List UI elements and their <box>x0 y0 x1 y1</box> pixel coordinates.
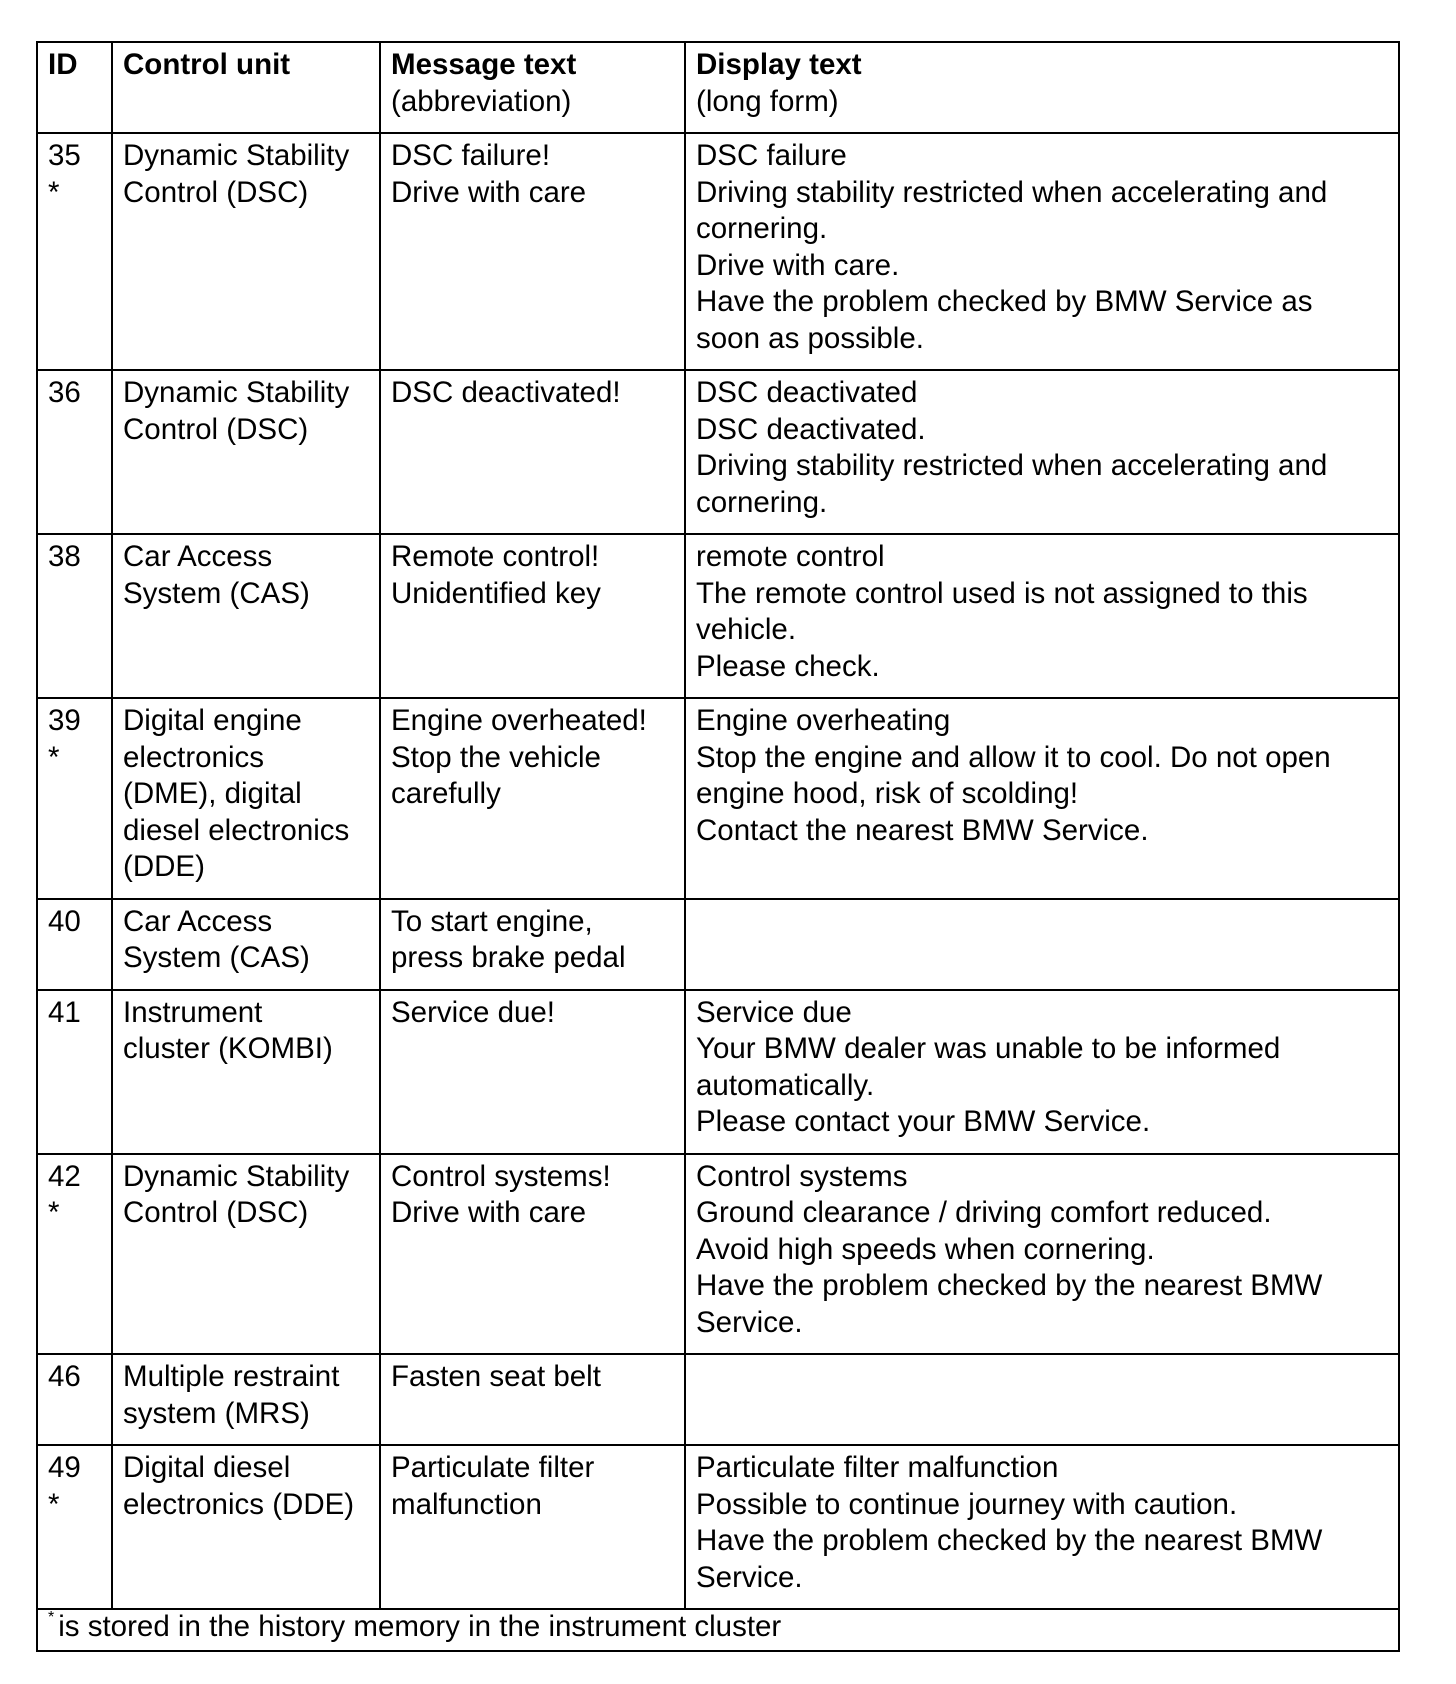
cell-display-text <box>685 1445 1399 1609</box>
display-text-line: DSC deactivated. <box>696 412 926 446</box>
table-row <box>37 1154 1399 1355</box>
table-row <box>37 990 1399 1154</box>
display-text-line: remote control <box>696 540 885 573</box>
cell-control-unit <box>112 698 380 899</box>
table-row <box>37 698 1399 899</box>
table-row <box>37 133 1399 370</box>
row-id: 46 <box>48 1360 81 1393</box>
cell-id <box>37 990 112 1154</box>
display-text-line: Ground clearance / driving comfort reduced. <box>696 1196 1272 1229</box>
row-id: 36 <box>48 376 81 409</box>
footnote-text: is stored in the history memory in the instrument cluster <box>58 1610 782 1643</box>
history-marker: * <box>48 1487 60 1521</box>
display-text-line: cornering. <box>696 212 828 245</box>
table-body <box>37 133 1399 1609</box>
cell-control-unit <box>112 133 380 370</box>
display-text-line: Service. <box>696 1560 803 1594</box>
cell-id <box>37 698 112 899</box>
history-marker: * <box>48 1196 60 1229</box>
cell-display-text <box>685 990 1399 1154</box>
message-text-line: To start engine, <box>391 904 593 938</box>
header-display-text-title: Display text <box>696 48 862 81</box>
message-text-line: Remote control! <box>391 540 600 573</box>
display-text-line: Engine overheating <box>696 704 951 737</box>
control-unit-line: electronics (DDE) <box>123 1487 355 1521</box>
table-row <box>37 899 1399 990</box>
message-text-line: Drive with care <box>391 175 587 209</box>
display-text-line: DSC failure <box>696 139 847 172</box>
message-text-line: malfunction <box>391 1487 542 1521</box>
control-unit-line: System (CAS) <box>123 576 310 610</box>
cell-id <box>37 534 112 698</box>
cell-id <box>37 899 112 990</box>
cell-display-text <box>685 534 1399 698</box>
display-text-line: Please check. <box>696 649 880 683</box>
control-unit-line: Instrument <box>123 995 263 1029</box>
message-text-line: carefully <box>391 777 501 810</box>
message-text-line: Control systems! <box>391 1159 611 1193</box>
display-text-line: Avoid high speeds when cornering. <box>696 1232 1155 1266</box>
table-row <box>37 1354 1399 1445</box>
header-control-unit: Control unit <box>112 42 380 133</box>
header-display-text-subtitle: (long form) <box>696 84 839 118</box>
display-text-line: Contact the nearest BMW Service. <box>696 813 1149 847</box>
message-text-line: Fasten seat belt <box>391 1360 601 1393</box>
display-text-line: Have the problem checked by the nearest BMW <box>696 1524 1323 1557</box>
display-text-line: Please contact your BMW Service. <box>696 1105 1151 1138</box>
cell-display-text <box>685 1154 1399 1355</box>
header-message-text <box>380 42 685 133</box>
row-id: 40 <box>48 904 81 938</box>
display-text-line: automatically. <box>696 1068 875 1102</box>
control-unit-line: (DDE) <box>123 850 205 883</box>
display-text-line: Possible to continue journey with caution. <box>696 1487 1238 1521</box>
cell-display-text <box>685 1354 1399 1445</box>
display-text-line: Stop the engine and allow it to cool. Do not open <box>696 740 1331 774</box>
display-text-line: soon as possible. <box>696 321 924 355</box>
cell-id <box>37 1445 112 1609</box>
message-text-line: press brake pedal <box>391 941 626 974</box>
message-text-line: Stop the vehicle <box>391 740 601 774</box>
cell-control-unit <box>112 1445 380 1609</box>
control-unit-line: cluster (KOMBI) <box>123 1032 333 1065</box>
cell-message-text <box>380 990 685 1154</box>
cell-control-unit <box>112 1354 380 1445</box>
row-id: 38 <box>48 540 81 573</box>
control-unit-line: Digital engine <box>123 704 302 737</box>
message-text-line: DSC deactivated! <box>391 376 621 409</box>
history-marker: * <box>48 175 60 209</box>
cell-display-text <box>685 899 1399 990</box>
message-text-line: Unidentified key <box>391 576 601 610</box>
header-message-text-subtitle: (abbreviation) <box>391 84 572 118</box>
cell-id <box>37 370 112 534</box>
cell-display-text <box>685 133 1399 370</box>
cell-message-text <box>380 899 685 990</box>
control-unit-line: System (CAS) <box>123 941 310 974</box>
control-unit-line: Control (DSC) <box>123 1196 309 1229</box>
control-unit-line: Dynamic Stability <box>123 139 350 172</box>
row-id: 39 <box>48 704 81 737</box>
cell-message-text <box>380 1154 685 1355</box>
table-row <box>37 534 1399 698</box>
control-unit-line: diesel electronics <box>123 813 350 847</box>
cell-message-text <box>380 698 685 899</box>
control-unit-line: Car Access <box>123 904 273 938</box>
display-text-line: Service. <box>696 1305 803 1339</box>
display-text-line: cornering. <box>696 485 828 519</box>
cell-message-text <box>380 534 685 698</box>
display-text-line: Particulate filter malfunction <box>696 1451 1059 1484</box>
control-unit-line: Dynamic Stability <box>123 1159 350 1193</box>
row-id: 41 <box>48 995 81 1029</box>
cell-id <box>37 133 112 370</box>
message-text-line: Particulate filter <box>391 1451 595 1484</box>
control-unit-line: Control (DSC) <box>123 412 309 446</box>
cell-control-unit <box>112 1154 380 1355</box>
header-message-text-title: Message text <box>391 48 577 81</box>
cell-control-unit <box>112 990 380 1154</box>
control-unit-line: Digital diesel <box>123 1451 291 1484</box>
cell-message-text <box>380 370 685 534</box>
footnote-row <box>37 1609 1399 1651</box>
row-id: 35 <box>48 139 81 172</box>
message-text-line: Engine overheated! <box>391 704 647 737</box>
display-text-line: The remote control used is not assigned to this <box>696 576 1308 610</box>
control-unit-line: Dynamic Stability <box>123 376 350 409</box>
display-text-line: Have the problem checked by BMW Service as <box>696 285 1313 318</box>
history-marker: * <box>48 740 60 774</box>
display-text-line: Driving stability restricted when accelerating and <box>696 449 1328 482</box>
display-text-line: Have the problem checked by the nearest BMW <box>696 1269 1323 1302</box>
message-text-line: DSC failure! <box>391 139 551 172</box>
cell-message-text <box>380 1354 685 1445</box>
message-text-line: Drive with care <box>391 1196 587 1229</box>
display-text-line: Your BMW dealer was unable to be informed <box>696 1032 1281 1065</box>
control-unit-line: Multiple restraint <box>123 1360 340 1393</box>
control-unit-line: electronics <box>123 740 265 774</box>
control-unit-line: Car Access <box>123 540 273 573</box>
cell-id <box>37 1354 112 1445</box>
table-row <box>37 370 1399 534</box>
display-text-line: Drive with care. <box>696 248 900 282</box>
cell-display-text <box>685 370 1399 534</box>
table-row <box>37 1445 1399 1609</box>
display-text-line: DSC deactivated <box>696 376 918 409</box>
row-id: 42 <box>48 1159 81 1193</box>
display-text-line: Driving stability restricted when accelerating and <box>696 175 1328 209</box>
control-unit-line: system (MRS) <box>123 1396 310 1430</box>
footnote <box>37 1609 1399 1651</box>
display-text-line: Service due <box>696 995 852 1029</box>
display-text-line: Control systems <box>696 1159 908 1193</box>
footnote-marker: * <box>48 1609 55 1626</box>
header-display-text <box>685 42 1399 133</box>
cell-message-text <box>380 1445 685 1609</box>
message-table <box>36 41 1400 1652</box>
display-text-line: engine hood, risk of scolding! <box>696 777 1079 810</box>
cell-message-text <box>380 133 685 370</box>
row-id: 49 <box>48 1451 81 1484</box>
control-unit-line: (DME), digital <box>123 777 302 810</box>
message-text-line: Service due! <box>391 995 555 1029</box>
display-text-line: vehicle. <box>696 613 797 646</box>
header-row <box>37 42 1399 133</box>
cell-display-text <box>685 698 1399 899</box>
cell-control-unit <box>112 534 380 698</box>
cell-control-unit <box>112 899 380 990</box>
control-unit-line: Control (DSC) <box>123 175 309 209</box>
header-id: ID <box>37 42 112 133</box>
cell-control-unit <box>112 370 380 534</box>
cell-id <box>37 1154 112 1355</box>
